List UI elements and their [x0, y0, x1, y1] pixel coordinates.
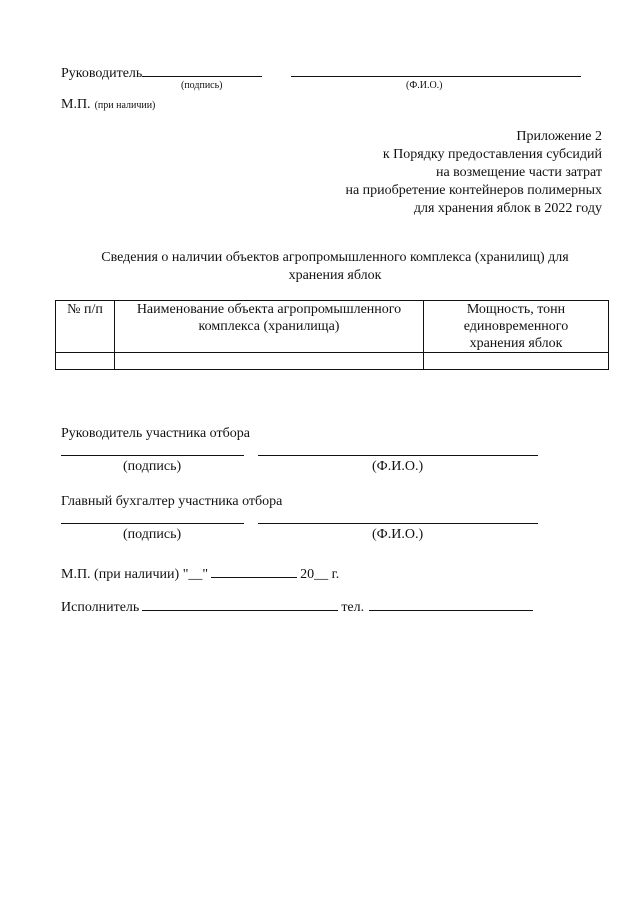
fio-caption: (Ф.И.О.)	[406, 80, 443, 91]
signature-caption: (подпись)	[123, 527, 182, 542]
column-header-capacity: Мощность, тонн единовременного хранения яблок	[424, 301, 609, 353]
appendix-line: на возмещение части затрат	[435, 165, 602, 180]
appendix-line: для хранения яблок в 2022 году	[413, 201, 602, 216]
executor-label: Исполнитель	[61, 600, 140, 615]
signature-caption: (подпись)	[181, 80, 223, 91]
appendix-line: Приложение 2	[516, 129, 602, 144]
fio-caption: (Ф.И.О.)	[372, 527, 424, 542]
stamp-label: М.П.	[61, 97, 91, 112]
head-label: Руководитель	[61, 66, 143, 81]
appendix-line: к Порядку предоставления субсидий	[382, 147, 602, 162]
phone-blank	[369, 597, 533, 611]
date-blank	[211, 564, 297, 578]
fio-blank	[258, 523, 538, 524]
column-header-number: № п/п	[56, 301, 115, 353]
appendix-reference	[345, 128, 602, 218]
stamp-date-line	[61, 564, 339, 583]
phone-label: тел.	[341, 600, 365, 615]
title-line: Сведения о наличии объектов агропромышленного комплекса (хранилищ) для	[101, 250, 569, 265]
accountant-participant-label: Главный бухгалтер участника отбора	[61, 494, 283, 509]
stamp-date-year: 20__ г.	[300, 567, 340, 582]
title-line: хранения яблок	[288, 268, 382, 283]
table-header-row	[56, 301, 609, 353]
executor-blank	[142, 597, 338, 611]
signature-blank	[142, 63, 262, 77]
fio-blank	[291, 76, 581, 77]
signature-caption: (подпись)	[123, 459, 182, 474]
table-cell	[115, 353, 424, 370]
executor-line	[61, 597, 533, 616]
signature-blank	[61, 455, 244, 456]
table-cell	[56, 353, 115, 370]
signature-blank	[61, 523, 244, 524]
stamp-date-prefix: М.П. (при наличии) "__"	[61, 567, 209, 582]
document-title	[60, 249, 610, 285]
fio-caption: (Ф.И.О.)	[372, 459, 424, 474]
table-cell	[424, 353, 609, 370]
fio-blank	[258, 455, 538, 456]
stamp-line	[61, 95, 155, 113]
stamp-note: (при наличии)	[94, 100, 156, 111]
table-row	[56, 353, 609, 370]
appendix-line: на приобретение контейнеров полимерных	[345, 183, 602, 198]
column-header-object-name: Наименование объекта агропромышленного комплекса (хранилища)	[115, 301, 424, 353]
head-participant-label: Руководитель участника отбора	[61, 426, 250, 441]
objects-table	[55, 300, 609, 370]
head-signature-line	[61, 63, 262, 82]
